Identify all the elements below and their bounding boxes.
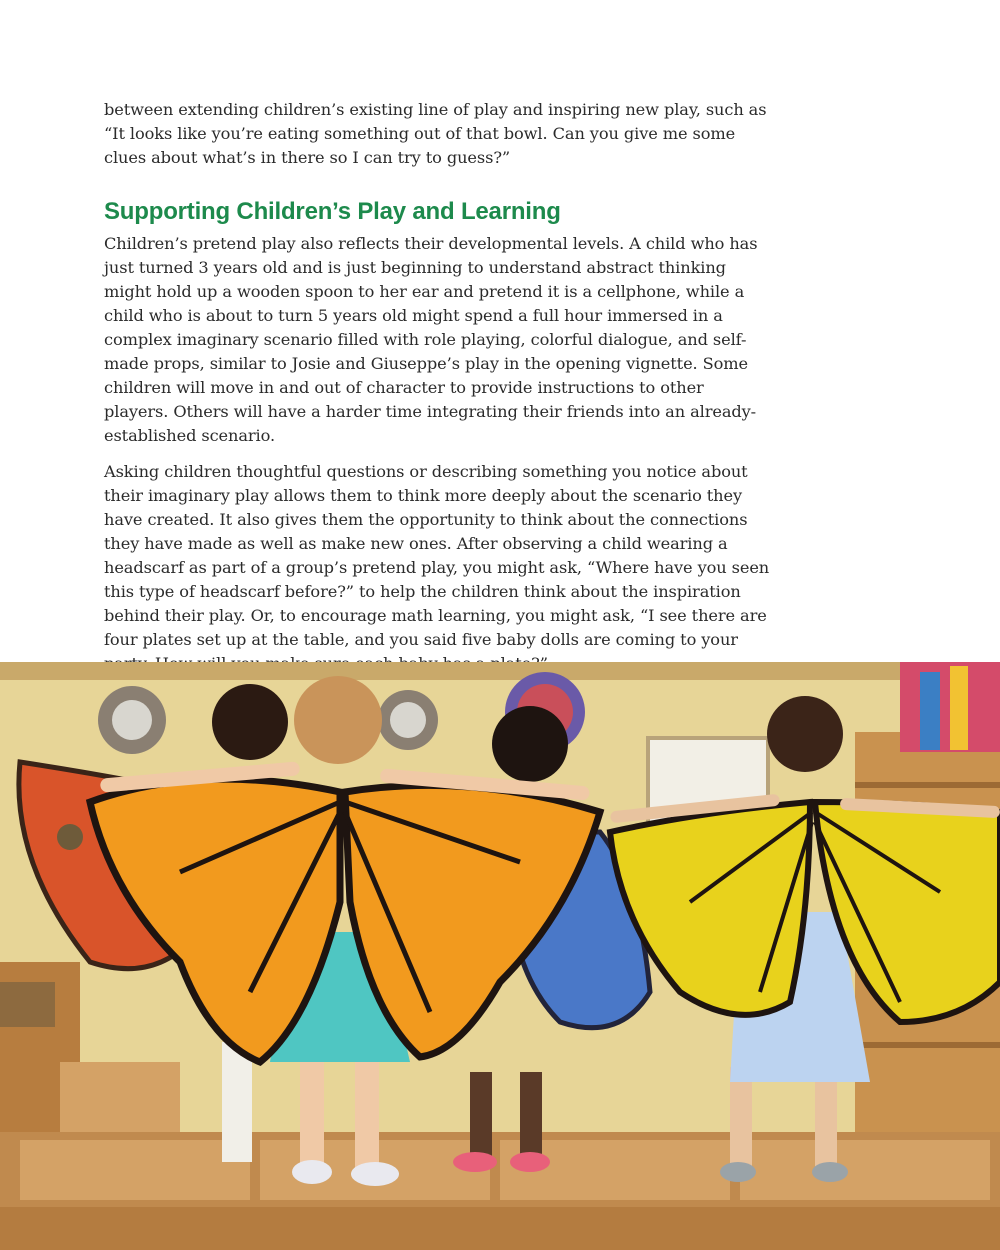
- intro-paragraph: between extending children’s existing line of play and inspiring new play, such as “It looks like you’re eating something out of that bowl. Can you give me some clues about what’s in there so I can try to guess?”: [104, 100, 767, 167]
- body-paragraph-1: Children’s pretend play also reflects their developmental levels. A child who has just turned 3 years old and is just beginning to understand abstract thinking might hold up a wooden spoon to her ear and pretend it is a cellphone, while a child who is about to turn 5 years old might spend a full hour immersed in a complex imaginary scenario filled with role playing, colorful dialogue, and self-made props, similar to Josie and Giuseppe’s play in the opening vignette. Some children will move in and out of character to provide instructions to other players. Others will have a harder time integrating their friends into an already-established scenario.: [104, 234, 758, 445]
- child-head: [767, 696, 843, 772]
- child-head: [212, 684, 288, 760]
- article-text: [104, 98, 772, 688]
- child-head: [294, 676, 382, 764]
- body-paragraph-2: Asking children thoughtful questions or describing something you notice about their imaginary play allows them to think more deeply about the scenario they have created. It also gives them the opportunity to think about the connections they have made as well as make new ones. After observing a child wearing a headscarf as part of a group’s pretend play, you might ask, “Where have you seen this type of headscarf before?” to help the children think about the inspiration behind their play. Or, to encourage math learning, you might ask, “I see there are four plates set up at the table, and you said five baby dolls are coming to your: [104, 462, 770, 649]
- child-head: [492, 706, 568, 782]
- section-heading: Supporting Children’s Play and Learning: [104, 198, 561, 225]
- children-butterfly-wings-photo: [0, 662, 1000, 1250]
